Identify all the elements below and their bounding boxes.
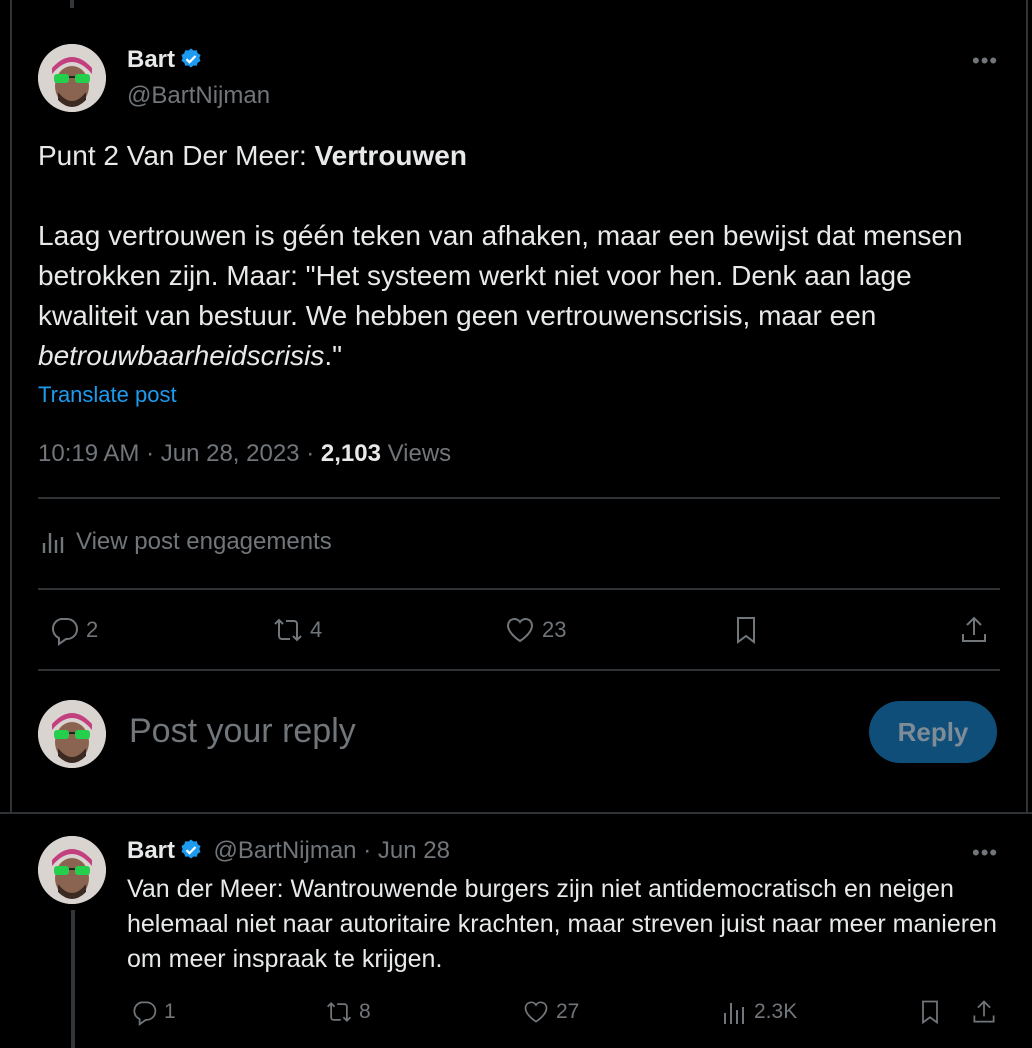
- divider: [38, 588, 1000, 590]
- like-count: 23: [542, 617, 567, 642]
- share-action[interactable]: [958, 614, 990, 646]
- reply-author-row: Bart @BartNijman · Jun 28: [127, 837, 450, 864]
- reply-icon: [48, 614, 80, 646]
- like-icon: [522, 998, 550, 1026]
- divider: [38, 669, 1000, 671]
- right-border: [1026, 0, 1028, 812]
- post-body-end: .": [324, 340, 343, 371]
- like-icon: [504, 614, 536, 646]
- reply-date[interactable]: Jun 28: [377, 837, 450, 864]
- reply-author-name[interactable]: Bart: [127, 837, 176, 864]
- view-engagements-label: View post engagements: [76, 528, 332, 555]
- author-handle[interactable]: @BartNijman: [127, 82, 271, 109]
- analytics-icon: [40, 529, 66, 555]
- post-time[interactable]: 10:19 AM: [38, 440, 140, 467]
- reply-share-action[interactable]: [970, 998, 998, 1026]
- reply-reply-action[interactable]: [130, 998, 176, 1026]
- post-body-italic: betrouwbaarheidscrisis: [38, 340, 325, 371]
- view-engagements-link[interactable]: [40, 528, 332, 556]
- reply-views-action[interactable]: [720, 998, 797, 1026]
- translate-link[interactable]: Translate post: [38, 382, 177, 407]
- views-count: 2,103: [320, 440, 381, 467]
- share-icon: [958, 614, 990, 646]
- verified-badge-icon: [179, 47, 203, 71]
- post-text-bold: Vertrouwen: [314, 140, 467, 171]
- avatar-image-icon: [38, 700, 106, 768]
- post-date[interactable]: Jun 28, 2023: [160, 440, 300, 467]
- reply-count: 2: [86, 617, 99, 642]
- author-name[interactable]: Bart: [127, 46, 176, 73]
- left-border: [10, 0, 12, 812]
- thread-line-top: [70, 0, 74, 8]
- like-action[interactable]: [504, 614, 566, 646]
- author-row: [127, 46, 203, 74]
- repost-count: 4: [310, 617, 323, 642]
- bookmark-icon: [916, 998, 944, 1026]
- reply-bookmark-action[interactable]: [916, 998, 944, 1026]
- verified-badge-icon: [179, 838, 203, 862]
- post-text: [38, 136, 998, 176]
- reply-like-count: 27: [556, 1000, 580, 1023]
- reply-avatar[interactable]: [38, 836, 106, 904]
- reply-icon: [130, 998, 158, 1026]
- repost-action[interactable]: [272, 614, 322, 646]
- avatar[interactable]: [38, 44, 106, 112]
- divider: [38, 497, 1000, 499]
- reply-reply-count: 1: [164, 1000, 176, 1023]
- post-text-prefix: Punt 2 Van Der Meer:: [38, 140, 315, 171]
- reply-action[interactable]: [48, 614, 98, 646]
- post-meta: 10:19 AM · Jun 28, 2023 · 2,103 Views: [38, 440, 452, 467]
- avatar-image-icon: [38, 836, 106, 904]
- reply-text: Van der Meer: Wantrouwende burgers zijn niet antidemocratisch en neigen helemaal niet naar autoritaire krachten, maar streven juist naar meer manieren om meer inspraak te krijgen.: [127, 875, 997, 973]
- analytics-icon: [720, 998, 748, 1026]
- reply-views-count: 2.3K: [754, 1000, 798, 1023]
- composer-avatar[interactable]: [38, 700, 106, 768]
- thread-line: [71, 910, 75, 1048]
- reply-input[interactable]: Post your reply: [129, 712, 356, 750]
- reply-author-handle[interactable]: @BartNijman: [213, 837, 357, 864]
- bookmark-icon: [730, 614, 762, 646]
- reply-repost-action[interactable]: [325, 998, 371, 1026]
- reply-like-action[interactable]: [522, 998, 579, 1026]
- post-body-text: Laag vertrouwen is géén teken van afhaken, maar een bewijst dat mensen betrokken zijn. Maar: "Het systeem werkt niet voor hen. Denk aan lage kwaliteit van bestuur. We hebben geen vertrouwenscrisis, maar een: [38, 220, 971, 331]
- repost-icon: [272, 614, 304, 646]
- reply-repost-count: 8: [359, 1000, 371, 1023]
- reply-more-icon[interactable]: •••: [972, 840, 999, 865]
- section-divider: [0, 812, 1032, 814]
- share-icon: [970, 998, 998, 1026]
- post-body: [38, 216, 998, 376]
- more-icon[interactable]: •••: [972, 48, 999, 73]
- repost-icon: [325, 998, 353, 1026]
- avatar-image-icon: [38, 44, 106, 112]
- bookmark-action[interactable]: [730, 614, 762, 646]
- reply-button[interactable]: Reply: [869, 701, 997, 763]
- views-label: Views: [387, 440, 452, 467]
